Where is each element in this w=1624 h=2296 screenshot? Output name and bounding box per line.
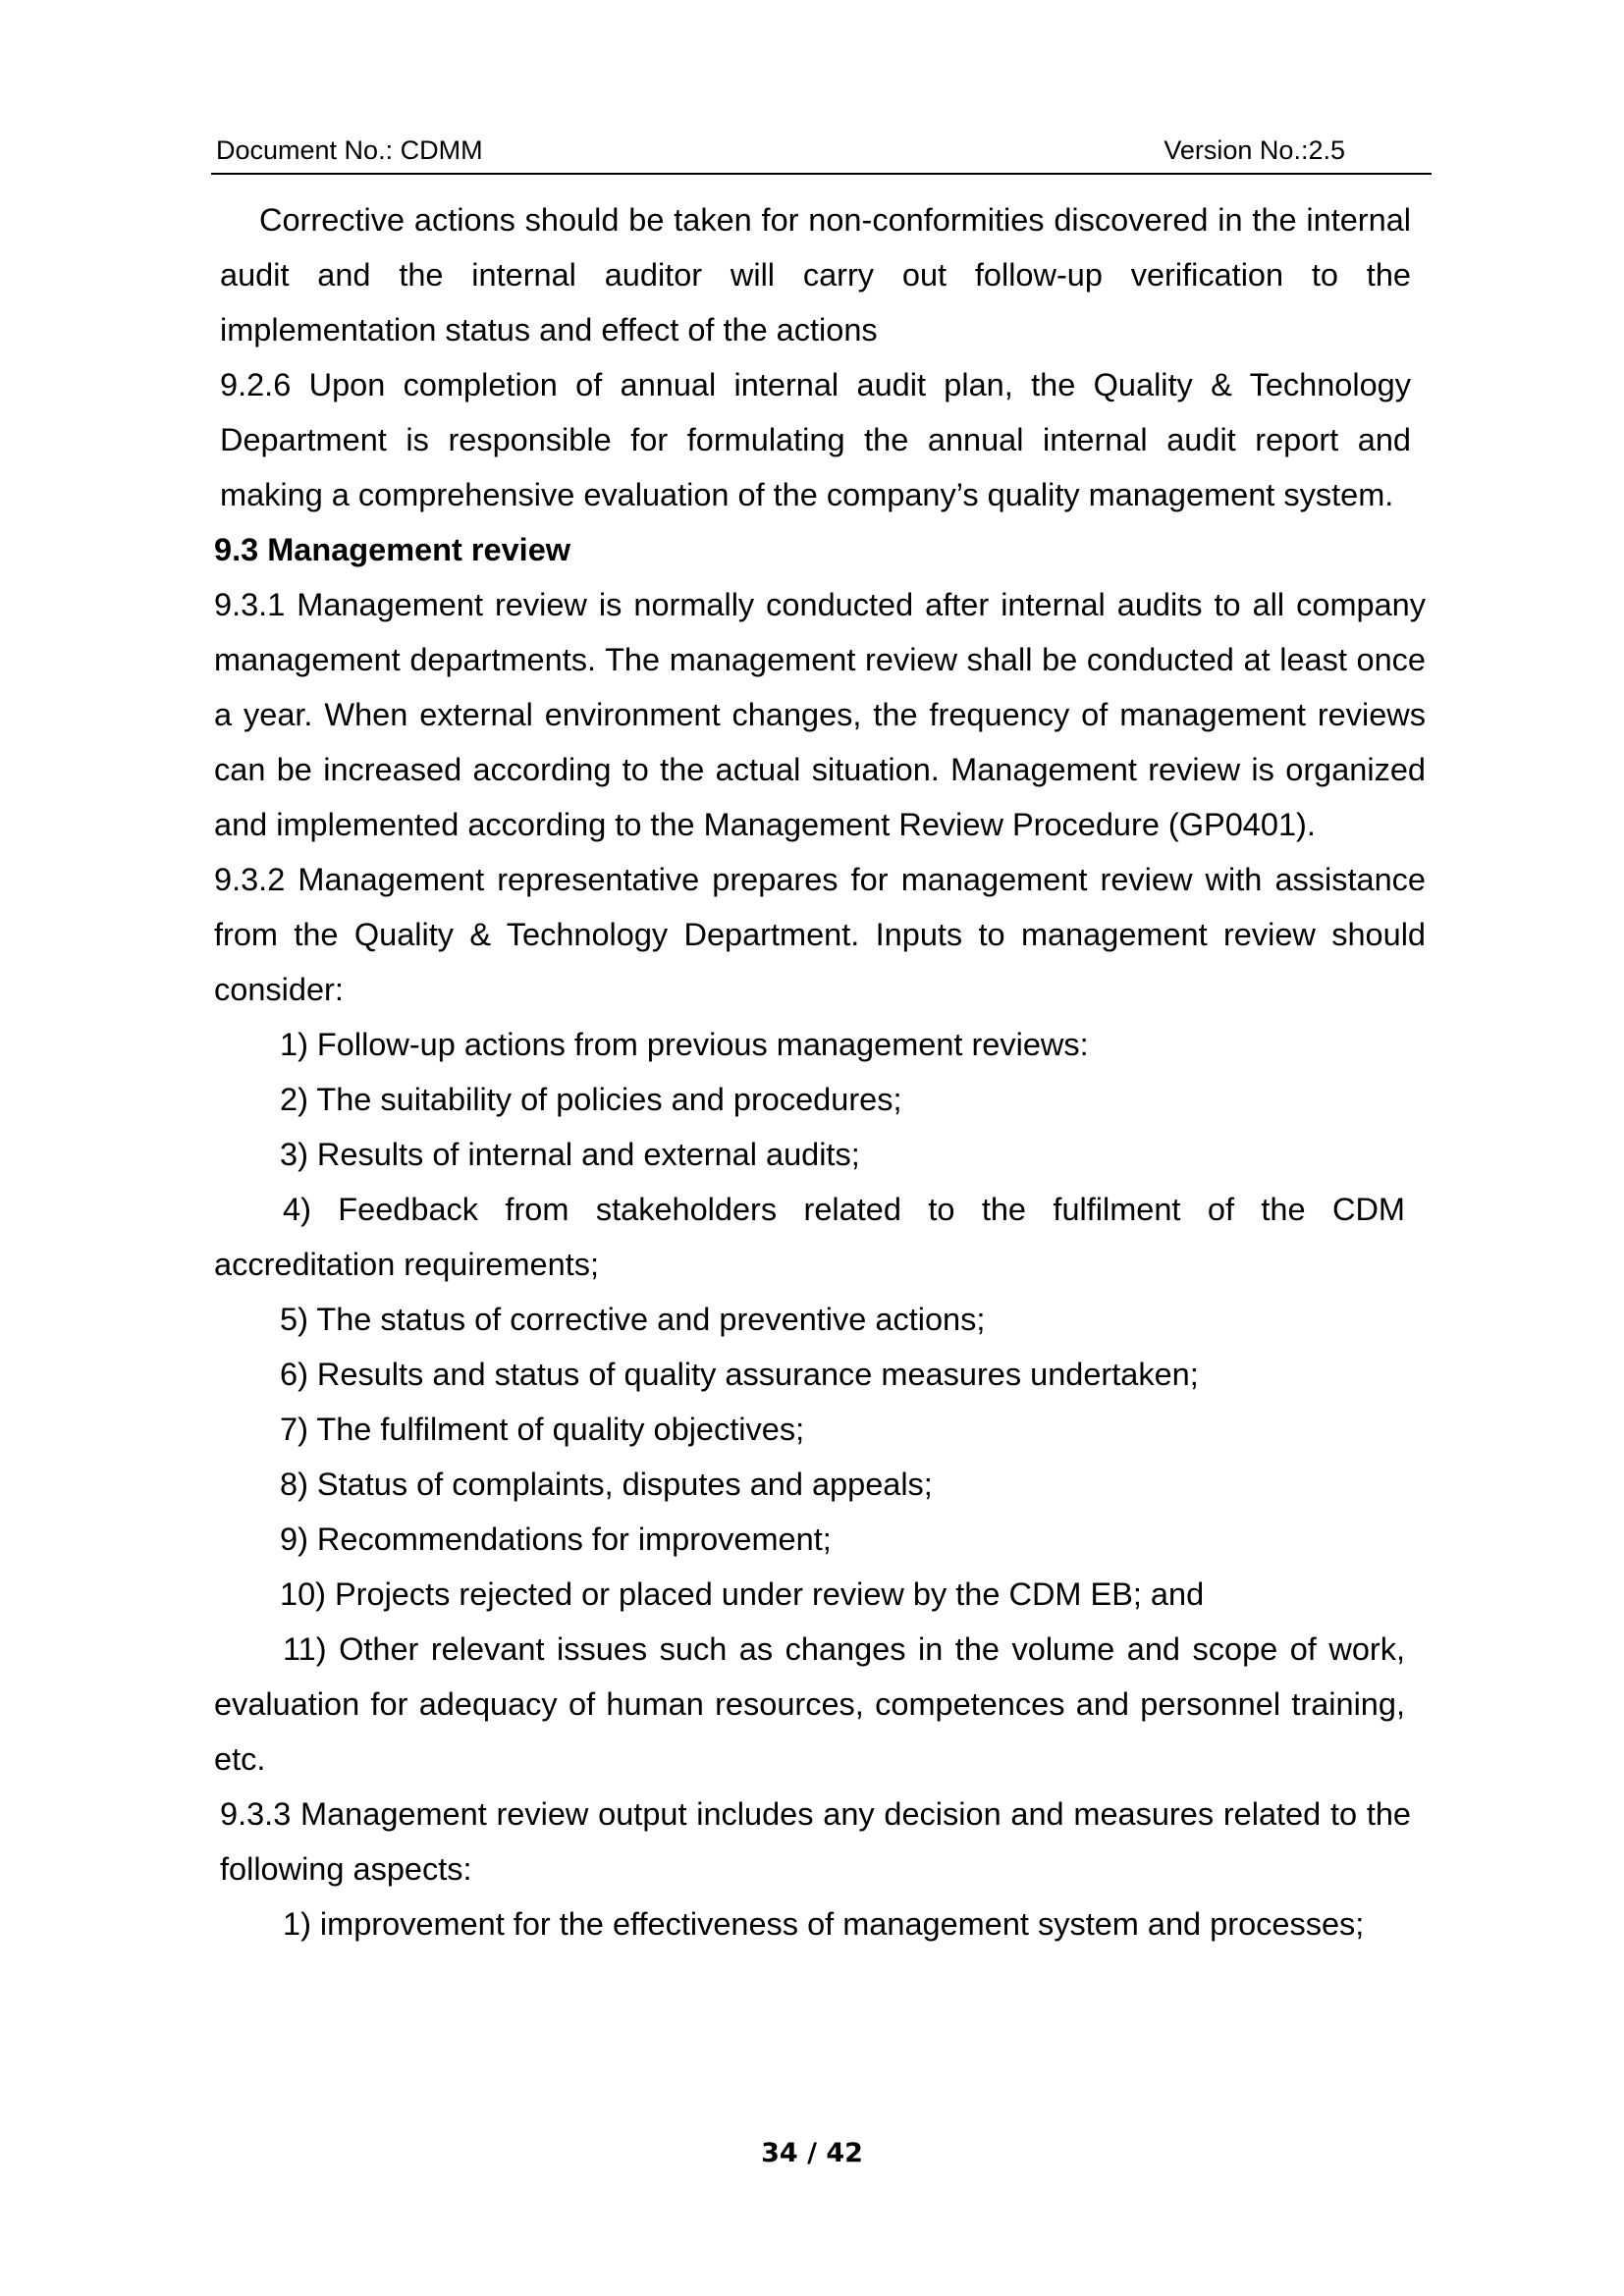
input-item-2: 2) The suitability of policies and procedures;: [280, 1082, 902, 1117]
input-item-10: 10) Projects rejected or placed under review by the CDM EB; and: [280, 1576, 1205, 1612]
input-item-5: 5) The status of corrective and preventive actions;: [280, 1302, 986, 1337]
input-item-3: 3) Results of internal and external audits;: [280, 1137, 860, 1172]
paragraph-9-3-3: 9.3.3 Management review output includes any decision and measures related to the following aspects:: [220, 1796, 1411, 1887]
input-item-1: 1) Follow-up actions from previous management reviews:: [280, 1027, 1089, 1062]
version-number: Version No.:2.5: [1164, 135, 1345, 165]
paragraph-9-2-6: 9.2.6 Upon completion of annual internal audit plan, the Quality & Technology Department is responsible for formulating the annual internal audit report and making a comprehensive evaluation of the company’s quality management system.: [220, 367, 1411, 512]
input-item-11: 11) Other relevant issues such as changes in the volume and scope of work, evaluation for adequacy of human resources, competences and personnel training, etc.: [214, 1631, 1405, 1777]
input-item-4: 4) Feedback from stakeholders related to the fulfilment of the CDM accreditation requirements;: [214, 1192, 1405, 1282]
paragraph-9-3-2: 9.3.2 Management representative prepares for management review with assistance from the Quality & Technology Department. Inputs to management review should consider:: [214, 862, 1426, 1007]
output-item-1: 1) improvement for the effectiveness of management system and processes;: [283, 1906, 1365, 1942]
paragraph-corrective-actions: Corrective actions should be taken for non-conformities discovered in the internal audit and the internal auditor will carry out follow-up verification to the implementation status and effect of the actions: [220, 202, 1411, 347]
input-item-8: 8) Status of complaints, disputes and appeals;: [280, 1467, 933, 1502]
paragraph-9-3-1: 9.3.1 Management review is normally conducted after internal audits to all company management departments. The management review shall be conducted at least once a year. When external environment changes, the frequency of management reviews can be increased according to the actual situation. Management review is organized and implemented according to the Management Review Procedure (GP0401).: [214, 587, 1426, 842]
input-item-6: 6) Results and status of quality assurance measures undertaken;: [280, 1357, 1199, 1392]
section-heading-9-3: 9.3 Management review: [214, 532, 571, 567]
document-number: Document No.: CDMM: [216, 135, 483, 165]
input-item-7: 7) The fulfilment of quality objectives;: [280, 1412, 805, 1447]
input-item-9: 9) Recommendations for improvement;: [280, 1522, 832, 1557]
page-number: 34 / 42: [761, 2138, 863, 2168]
document-body: [214, 192, 1426, 1951]
header-divider: [211, 173, 1432, 175]
